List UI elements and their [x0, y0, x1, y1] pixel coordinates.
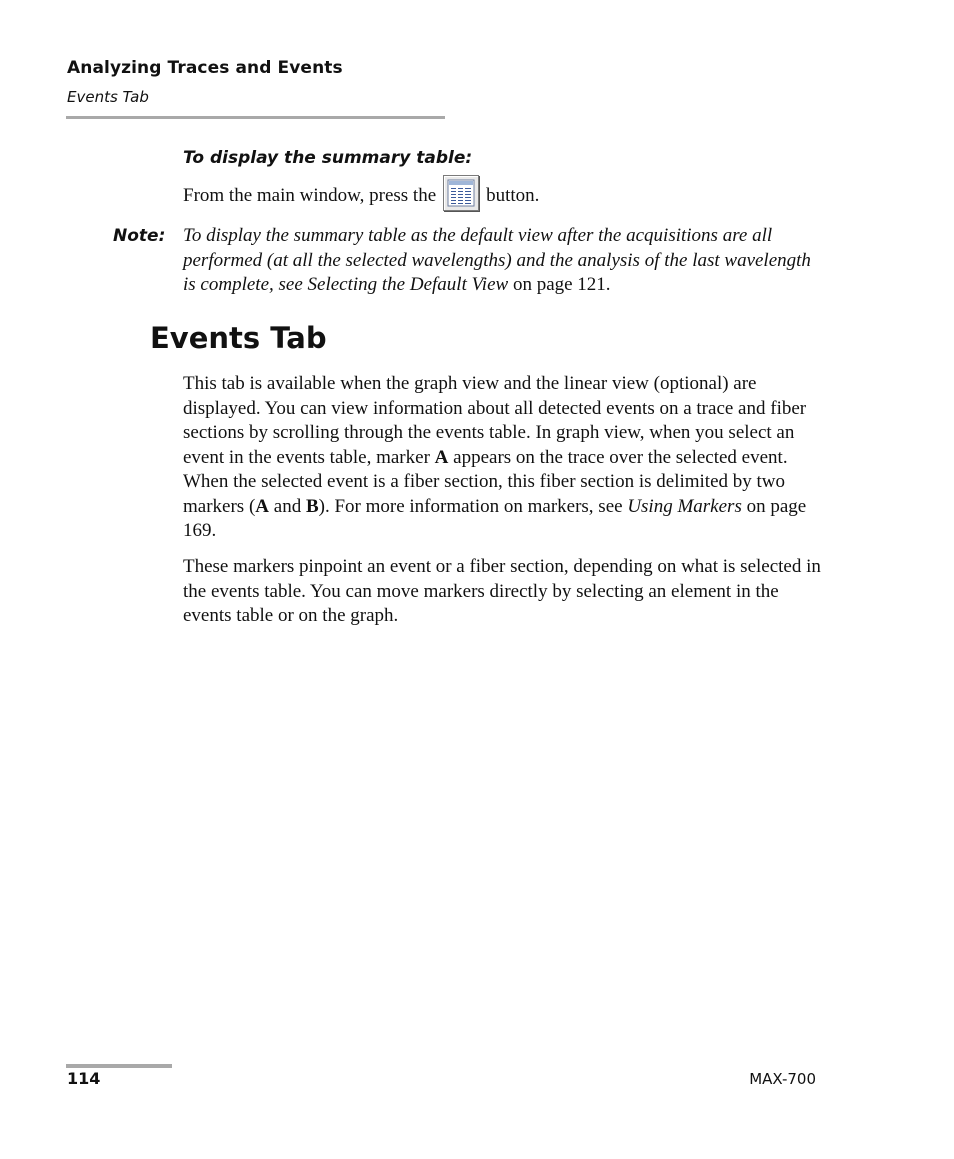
body-paragraph-2: These markers pinpoint an event or a fiber section, depending on what is selected in the events table. You can move markers directly by selecting an element in the events table or on the graph. [183, 556, 821, 626]
procedure-step-tail: button. [486, 185, 540, 206]
cross-reference: Using Markers [627, 495, 742, 517]
product-name: MAX-700 [749, 1070, 816, 1088]
para1-text-1: This tab is available when the graph view and the linear view (optional) are displayed. You can view information about all detected events on a trace and fiber sections by scrolling through the events table. In graph view, when you select an event in the events table, marker [183, 373, 807, 468]
para1-text-5: on page 169. [183, 495, 807, 541]
procedure-heading: To display the summary table: [183, 148, 473, 168]
marker-a-label: A [255, 495, 270, 517]
page-number: 114 [67, 1069, 101, 1088]
marker-b-label: B [305, 495, 319, 517]
para1-text-3: and [269, 495, 306, 517]
note-text [183, 224, 823, 298]
note-label: Note: [113, 226, 166, 246]
section-subtitle: Events Tab [67, 88, 149, 106]
marker-a-label: A [434, 446, 449, 468]
summary-table-button[interactable] [443, 175, 479, 211]
chapter-title: Analyzing Traces and Events [67, 58, 343, 78]
footer-divider [66, 1064, 172, 1068]
note-text-page-ref: on page 121. [508, 274, 611, 295]
body-paragraph-1 [183, 372, 823, 544]
para1-text-2: appears on the trace over the selected event. When the selected event is a fiber section, this fiber section is delimited by two markers ( [183, 446, 788, 517]
procedure-step [183, 178, 539, 214]
procedure-step-text: From the main window, press the [183, 185, 437, 206]
section-heading: Events Tab [150, 321, 327, 355]
summary-table-icon [447, 179, 475, 207]
header-divider [66, 116, 445, 119]
note-text-italic: To display the summary table as the default view after the acquisitions are all performed (at all the selected wavelengths) and the analysis of the last wavelength is complete, see Selecting the Default View [183, 225, 811, 295]
para1-text-4: ). For more information on markers, see [318, 495, 628, 517]
